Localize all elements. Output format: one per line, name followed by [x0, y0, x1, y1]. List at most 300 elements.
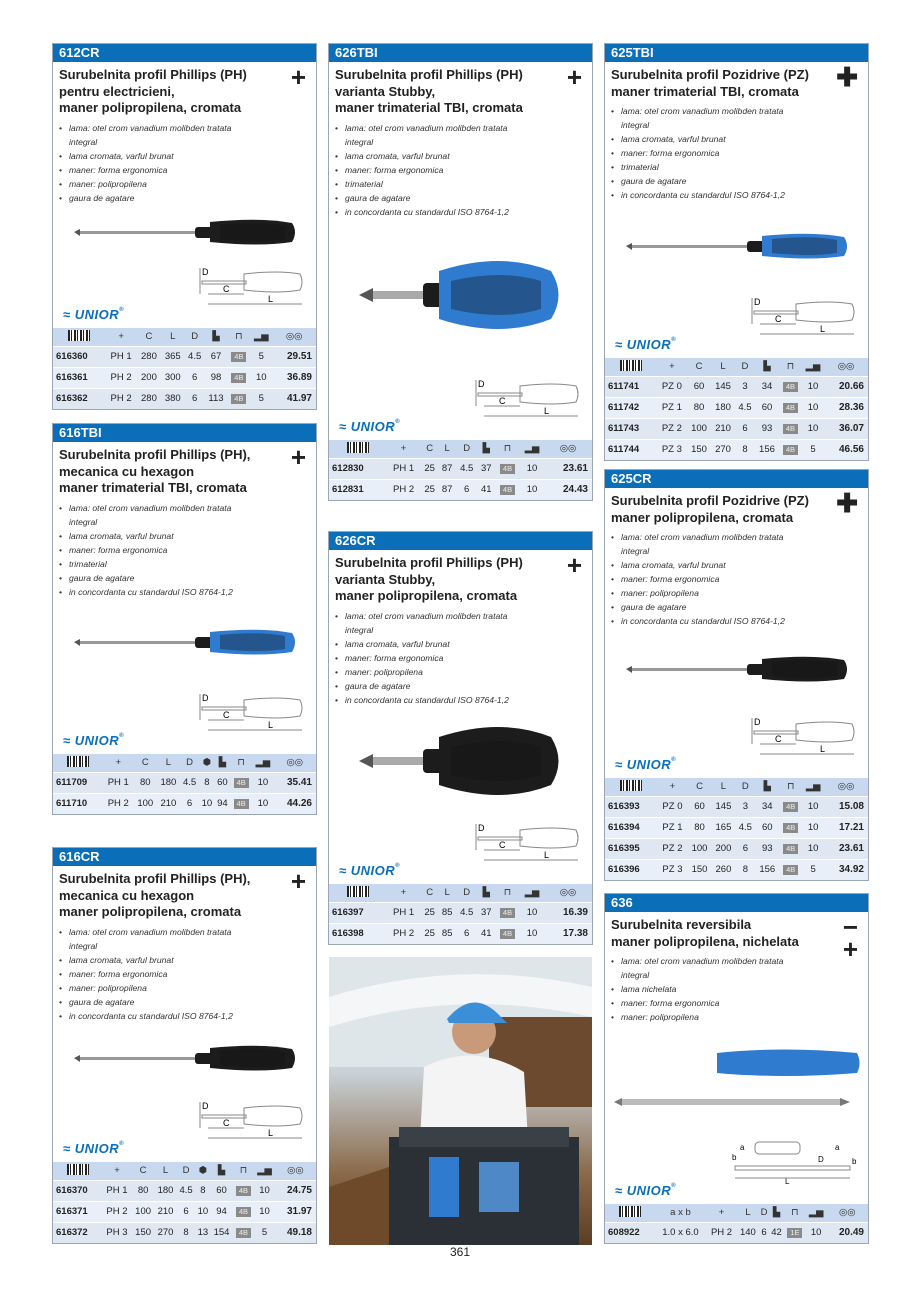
cell: 80	[134, 772, 157, 793]
cell: PZ 1	[657, 397, 687, 418]
title-line: mecanica cu hexagon	[59, 887, 195, 903]
article-number: 616398	[329, 923, 386, 944]
svg-text:a: a	[740, 1143, 745, 1152]
price: 16.39	[544, 902, 592, 923]
table-row[interactable]	[53, 1222, 316, 1243]
cell: 34	[755, 376, 779, 397]
cell: 42	[769, 1222, 784, 1243]
cell: 300	[161, 367, 185, 388]
column-header: +	[102, 1162, 132, 1180]
feature-list	[329, 605, 592, 707]
cell: 60	[210, 1180, 232, 1201]
cell: PH 3	[102, 1222, 132, 1243]
cell: PH 2	[102, 1201, 132, 1222]
cell: 10	[250, 367, 272, 388]
product-title	[53, 62, 316, 117]
feature-item: • gaura de agatare	[59, 191, 249, 205]
dimension-diagram	[730, 714, 860, 765]
weight-icon: ▙	[215, 754, 230, 772]
feature-item: • in concordanta cu standardul ISO 8764-1,2	[611, 614, 801, 628]
cell: 60	[755, 817, 779, 838]
column-header: a x b	[654, 1204, 706, 1222]
cell: PZ 0	[657, 796, 687, 817]
unior-logo: ≈ UNIOR®	[63, 307, 125, 322]
weight-icon: ▙	[769, 1204, 784, 1222]
column-header: +	[657, 358, 687, 376]
article-number: 611741	[605, 376, 657, 397]
cell: 180	[154, 1180, 176, 1201]
table-row[interactable]	[605, 817, 868, 838]
quantity-icon: ▂▅	[802, 358, 824, 376]
cell: 94	[210, 1201, 232, 1222]
cell: 10	[520, 923, 544, 944]
feature-item: • gaura de agatare	[59, 571, 249, 585]
title-line: maner trimaterial TBI, cromata	[335, 100, 523, 115]
cell: 85	[438, 923, 455, 944]
cell: 10	[802, 838, 824, 859]
price: 20.49	[827, 1222, 868, 1243]
product-card-625cr	[604, 469, 869, 881]
cell: 4.5	[177, 1180, 196, 1201]
feature-item: • lama nichelata	[611, 982, 801, 996]
article-number: 616372	[53, 1222, 102, 1243]
cell: 60	[755, 397, 779, 418]
barcode-icon	[53, 754, 103, 772]
unior-logo: ≈ UNIOR®	[339, 419, 401, 434]
cell: 5	[802, 439, 824, 460]
cell: 210	[154, 1201, 176, 1222]
cell: 10	[252, 793, 273, 814]
quantity-icon: ▂▅	[802, 778, 824, 796]
article-number: 616371	[53, 1201, 102, 1222]
column-header: L	[711, 778, 735, 796]
cell: 150	[687, 439, 711, 460]
cell: 94	[215, 793, 230, 814]
svg-text:C: C	[223, 1118, 230, 1128]
cell: 60	[688, 796, 712, 817]
feature-item: • lama cromata, varful brunat	[611, 132, 801, 146]
cell: 10	[254, 1180, 275, 1201]
product-code-header: 626TBI	[329, 44, 592, 62]
product-card-616tbi	[52, 423, 317, 815]
cell: 6	[185, 367, 205, 388]
svg-text:L: L	[785, 1177, 790, 1186]
svg-text:L: L	[820, 744, 826, 754]
article-number: 611744	[605, 439, 657, 460]
cell: 25	[421, 458, 438, 479]
cell: 200	[711, 838, 735, 859]
title-line: Surubelnita reversibila	[611, 917, 752, 932]
price-icon: ◎◎	[544, 440, 592, 458]
cell: 98	[205, 367, 228, 388]
weight-icon: ▙	[478, 884, 495, 902]
price-icon: ◎◎	[275, 1162, 316, 1180]
price: 36.07	[824, 418, 868, 439]
cell: 4.5	[456, 458, 478, 479]
column-header: D	[735, 358, 755, 376]
table-row[interactable]	[605, 439, 868, 460]
screwdriver-image	[53, 599, 316, 689]
weight-icon: ▙	[755, 358, 779, 376]
package-badge: 4B	[234, 799, 249, 809]
column-header: +	[706, 1204, 736, 1222]
cell: PH 2	[386, 923, 421, 944]
screwdriver-image	[53, 205, 316, 263]
photo-mechanic-with-toolbox	[329, 957, 592, 1245]
weight-icon: ▙	[205, 328, 228, 346]
price: 24.43	[544, 479, 592, 500]
price: 44.26	[274, 793, 316, 814]
column-header: +	[105, 328, 137, 346]
cell: 93	[755, 838, 779, 859]
feature-item: • maner: polipropilena	[611, 1010, 801, 1024]
feature-item: • in concordanta cu standardul ISO 8764-1,2	[59, 1009, 249, 1023]
product-table	[329, 440, 592, 500]
price: 23.61	[544, 458, 592, 479]
cell: 6	[456, 923, 478, 944]
cell: 60	[687, 376, 711, 397]
feature-item: • gaura de agatare	[611, 600, 801, 614]
svg-text:C: C	[223, 284, 230, 294]
product-card-612cr	[52, 43, 317, 410]
profile-symbol-icon	[290, 442, 306, 472]
feature-item: • in concordanta cu standardul ISO 8764-1,2	[335, 693, 525, 707]
cell: 145	[711, 376, 735, 397]
svg-text:D: D	[202, 693, 209, 703]
feature-item: • in concordanta cu standardul ISO 8764-1,2	[611, 188, 801, 202]
screwdriver-image	[329, 707, 592, 819]
product-title	[53, 442, 316, 497]
profile-symbol-icon	[566, 550, 582, 580]
title-line: Surubelnita profil Pozidrive (PZ)	[611, 493, 809, 508]
cell: 150	[688, 859, 712, 880]
table-row[interactable]	[605, 1222, 868, 1243]
feature-list	[329, 117, 592, 219]
hexagon-icon: ⬢	[195, 1162, 210, 1180]
cell: 37	[478, 458, 495, 479]
column-header: C	[132, 1162, 154, 1180]
price: 15.08	[824, 796, 868, 817]
product-title	[605, 488, 868, 526]
cell: 200	[137, 367, 161, 388]
screwdriver-image	[605, 202, 868, 292]
package-badge: 4B	[783, 802, 798, 812]
table-row[interactable]	[605, 796, 868, 817]
barcode-icon	[329, 884, 386, 902]
unior-logo: ≈ UNIOR®	[615, 337, 677, 352]
cell: 87	[438, 458, 455, 479]
page-number: 361	[449, 1245, 471, 1259]
cell: PZ 3	[657, 439, 687, 460]
price: 41.97	[272, 388, 316, 409]
product-code-header: 626CR	[329, 532, 592, 550]
screwdriver-image	[605, 1024, 868, 1138]
title-line: maner polipropilena, cromata	[59, 100, 242, 115]
table-row[interactable]	[329, 923, 592, 944]
package-badge: 4B	[236, 1186, 251, 1196]
column-header: D	[456, 884, 478, 902]
cell: 10	[802, 397, 824, 418]
article-number: 616370	[53, 1180, 102, 1201]
cell: 154	[210, 1222, 232, 1243]
feature-item: • lama cromata, varful brunat	[59, 953, 249, 967]
cell: PH 2	[386, 479, 421, 500]
title-line: maner polipropilena, cromata	[611, 509, 794, 525]
feature-item: • maner: polipropilena	[611, 586, 801, 600]
table-row[interactable]	[605, 376, 868, 397]
title-line: varianta Stubby,	[335, 83, 436, 99]
price: 29.51	[272, 346, 316, 367]
column-header: L	[737, 1204, 760, 1222]
product-code-header: 625TBI	[605, 44, 868, 62]
cell: 80	[688, 817, 712, 838]
svg-text:D: D	[754, 297, 761, 307]
quantity-icon: ▂▅	[520, 884, 544, 902]
cell: 60	[215, 772, 230, 793]
table-row[interactable]	[605, 859, 868, 880]
cell: 6	[456, 479, 478, 500]
cell: 85	[438, 902, 455, 923]
feature-item: • maner: polipropilena	[335, 665, 525, 679]
cell: PH 1	[386, 458, 421, 479]
table-row[interactable]	[53, 1201, 316, 1222]
profile-symbol-icon	[842, 912, 858, 964]
title-line: mecanica cu hexagon	[59, 463, 195, 479]
title-line: maner polipropilena, nichelata	[611, 933, 799, 949]
cell: PZ 1	[657, 817, 687, 838]
cell: 80	[132, 1180, 154, 1201]
column-header: C	[421, 884, 438, 902]
article-number: 616394	[605, 817, 657, 838]
profile-symbol: +	[842, 934, 858, 964]
feature-item: • lama cromata, varful brunat	[611, 558, 801, 572]
article-number: 611743	[605, 418, 657, 439]
table-row[interactable]	[329, 479, 592, 500]
svg-text:C: C	[499, 396, 506, 406]
profile-symbol: +	[566, 62, 582, 92]
title-line: Surubelnita profil Phillips (PH)	[335, 67, 523, 82]
svg-text:D: D	[478, 823, 485, 833]
profile-symbol: +	[290, 442, 306, 472]
svg-text:D: D	[818, 1155, 824, 1164]
column-header: L	[438, 884, 455, 902]
feature-item: • maner: forma ergonomica	[59, 967, 249, 981]
profile-symbol: +	[566, 550, 582, 580]
svg-text:L: L	[544, 406, 550, 416]
cell: 10	[802, 817, 824, 838]
product-table	[605, 1204, 868, 1243]
product-title	[53, 866, 316, 921]
product-table	[605, 778, 868, 880]
table-row[interactable]	[53, 793, 316, 814]
product-title	[605, 912, 868, 964]
price: 17.38	[544, 923, 592, 944]
cell: PH 1	[386, 902, 421, 923]
title-line: maner trimaterial TBI, cromata	[611, 83, 799, 99]
feature-item: • lama: otel crom vanadium molibden tratata integral	[335, 121, 525, 149]
article-number: 616396	[605, 859, 657, 880]
dimension-diagram	[730, 294, 860, 345]
cell: 270	[711, 439, 735, 460]
feature-item: • lama: otel crom vanadium molibden tratata integral	[611, 530, 801, 558]
quantity-icon: ▂▅	[250, 328, 272, 346]
product-table	[605, 358, 868, 460]
package-badge: 4B	[783, 382, 798, 392]
svg-text:L: L	[544, 850, 550, 860]
feature-item: • in concordanta cu standardul ISO 8764-1,2	[59, 585, 249, 599]
cell: 6	[759, 1222, 769, 1243]
profile-symbol-icon	[566, 62, 582, 92]
article-number: 616362	[53, 388, 105, 409]
cell: 210	[157, 793, 180, 814]
product-code-header: 616CR	[53, 848, 316, 866]
package-badge: 4B	[500, 485, 515, 495]
profile-symbol-icon	[290, 62, 306, 92]
price-icon: ◎◎	[272, 328, 316, 346]
screwdriver-image	[605, 628, 868, 712]
feature-list	[605, 100, 868, 202]
article-number: 616397	[329, 902, 386, 923]
profile-symbol-icon	[836, 62, 858, 92]
cell: PZ 2	[657, 418, 687, 439]
cell: 6	[180, 793, 199, 814]
cell: 80	[687, 397, 711, 418]
feature-item: • trimaterial	[335, 177, 525, 191]
table-row[interactable]	[53, 388, 316, 409]
article-number: 611742	[605, 397, 657, 418]
profile-symbol: +	[290, 62, 306, 92]
cell: 6	[735, 418, 755, 439]
cell: 10	[252, 772, 273, 793]
cell: 270	[154, 1222, 176, 1243]
cell: 37	[478, 902, 495, 923]
cell: 260	[711, 859, 735, 880]
cell: 10	[195, 1201, 210, 1222]
feature-item: • maner: polipropilena	[59, 981, 249, 995]
cell: 3	[735, 796, 755, 817]
table-row[interactable]	[53, 772, 316, 793]
column-header: L	[711, 358, 735, 376]
table-row[interactable]	[53, 1180, 316, 1201]
cell: 5	[254, 1222, 275, 1243]
svg-text:C: C	[223, 710, 230, 720]
price: 35.41	[274, 772, 316, 793]
package-badge: 4B	[783, 445, 798, 455]
column-header: C	[137, 328, 161, 346]
product-card-616cr	[52, 847, 317, 1244]
feature-item: • maner: forma ergonomica	[611, 146, 801, 160]
svg-text:L: L	[268, 294, 274, 304]
weight-icon: ▙	[478, 440, 495, 458]
barcode-icon	[329, 440, 386, 458]
column-header: D	[177, 1162, 196, 1180]
column-header: C	[421, 440, 438, 458]
title-line: maner polipropilena, cromata	[335, 588, 518, 603]
column-header: L	[154, 1162, 176, 1180]
hexagon-icon: ⬢	[199, 754, 214, 772]
svg-text:L: L	[820, 324, 826, 334]
package-badge: 4B	[783, 844, 798, 854]
column-header: +	[103, 754, 134, 772]
package-icon: ⊓	[495, 440, 520, 458]
dimension-diagram	[730, 1140, 860, 1195]
price: 31.97	[275, 1201, 316, 1222]
cell: 87	[438, 479, 455, 500]
cell: 4.5	[180, 772, 199, 793]
title-line: Surubelnita profil Phillips (PH),	[59, 447, 251, 462]
table-row[interactable]	[329, 902, 592, 923]
table-row[interactable]	[605, 418, 868, 439]
svg-text:D: D	[202, 267, 209, 277]
feature-item: • maner: forma ergonomica	[335, 163, 525, 177]
unior-logo: ≈ UNIOR®	[339, 863, 401, 878]
package-icon: ⊓	[233, 1162, 254, 1180]
product-table	[53, 328, 316, 409]
cell: PZ 3	[657, 859, 687, 880]
column-header: L	[438, 440, 455, 458]
barcode-icon	[53, 328, 105, 346]
package-icon: ⊓	[227, 328, 250, 346]
price: 46.56	[824, 439, 868, 460]
feature-list	[605, 950, 868, 1024]
feature-item: • gaura de agatare	[335, 191, 525, 205]
cell: 41	[478, 479, 495, 500]
feature-item: • lama cromata, varful brunat	[335, 637, 525, 651]
cell: 25	[421, 902, 438, 923]
cell: PH 2	[103, 793, 134, 814]
feature-item: • trimaterial	[611, 160, 801, 174]
feature-item: • maner: forma ergonomica	[59, 163, 249, 177]
cell: 380	[161, 388, 185, 409]
feature-item: • trimaterial	[59, 557, 249, 571]
table-row[interactable]	[53, 367, 316, 388]
package-badge: 1E	[787, 1228, 802, 1238]
feature-item: • lama: otel crom vanadium molibden tratata integral	[611, 104, 801, 132]
package-badge: 4B	[500, 929, 515, 939]
column-header: C	[134, 754, 157, 772]
product-code-header: 616TBI	[53, 424, 316, 442]
table-row[interactable]	[605, 397, 868, 418]
cell: 5	[250, 346, 272, 367]
cell: 4.5	[735, 817, 755, 838]
column-header: +	[386, 884, 421, 902]
unior-logo: ≈ UNIOR®	[63, 1141, 125, 1156]
table-row[interactable]	[605, 838, 868, 859]
svg-text:D: D	[478, 379, 485, 389]
weight-icon: ▙	[210, 1162, 232, 1180]
cell: 4.5	[456, 902, 478, 923]
title-line: Surubelnita profil Phillips (PH),	[59, 871, 251, 886]
table-row[interactable]	[329, 458, 592, 479]
quantity-icon: ▂▅	[254, 1162, 275, 1180]
table-row[interactable]	[53, 346, 316, 367]
package-icon: ⊓	[495, 884, 520, 902]
cell: 8	[199, 772, 214, 793]
product-code-header: 625CR	[605, 470, 868, 488]
product-title	[605, 62, 868, 100]
title-line: maner polipropilena, cromata	[59, 904, 242, 919]
package-badge: 4B	[783, 424, 798, 434]
barcode-icon	[605, 1204, 654, 1222]
svg-text:b: b	[732, 1153, 737, 1162]
cell: 10	[520, 479, 544, 500]
cell: PZ 0	[657, 376, 687, 397]
cell: PZ 2	[657, 838, 687, 859]
cell: PH 1	[105, 346, 137, 367]
cell: 13	[195, 1222, 210, 1243]
feature-item: • lama cromata, varful brunat	[59, 529, 249, 543]
feature-item: • lama cromata, varful brunat	[335, 149, 525, 163]
